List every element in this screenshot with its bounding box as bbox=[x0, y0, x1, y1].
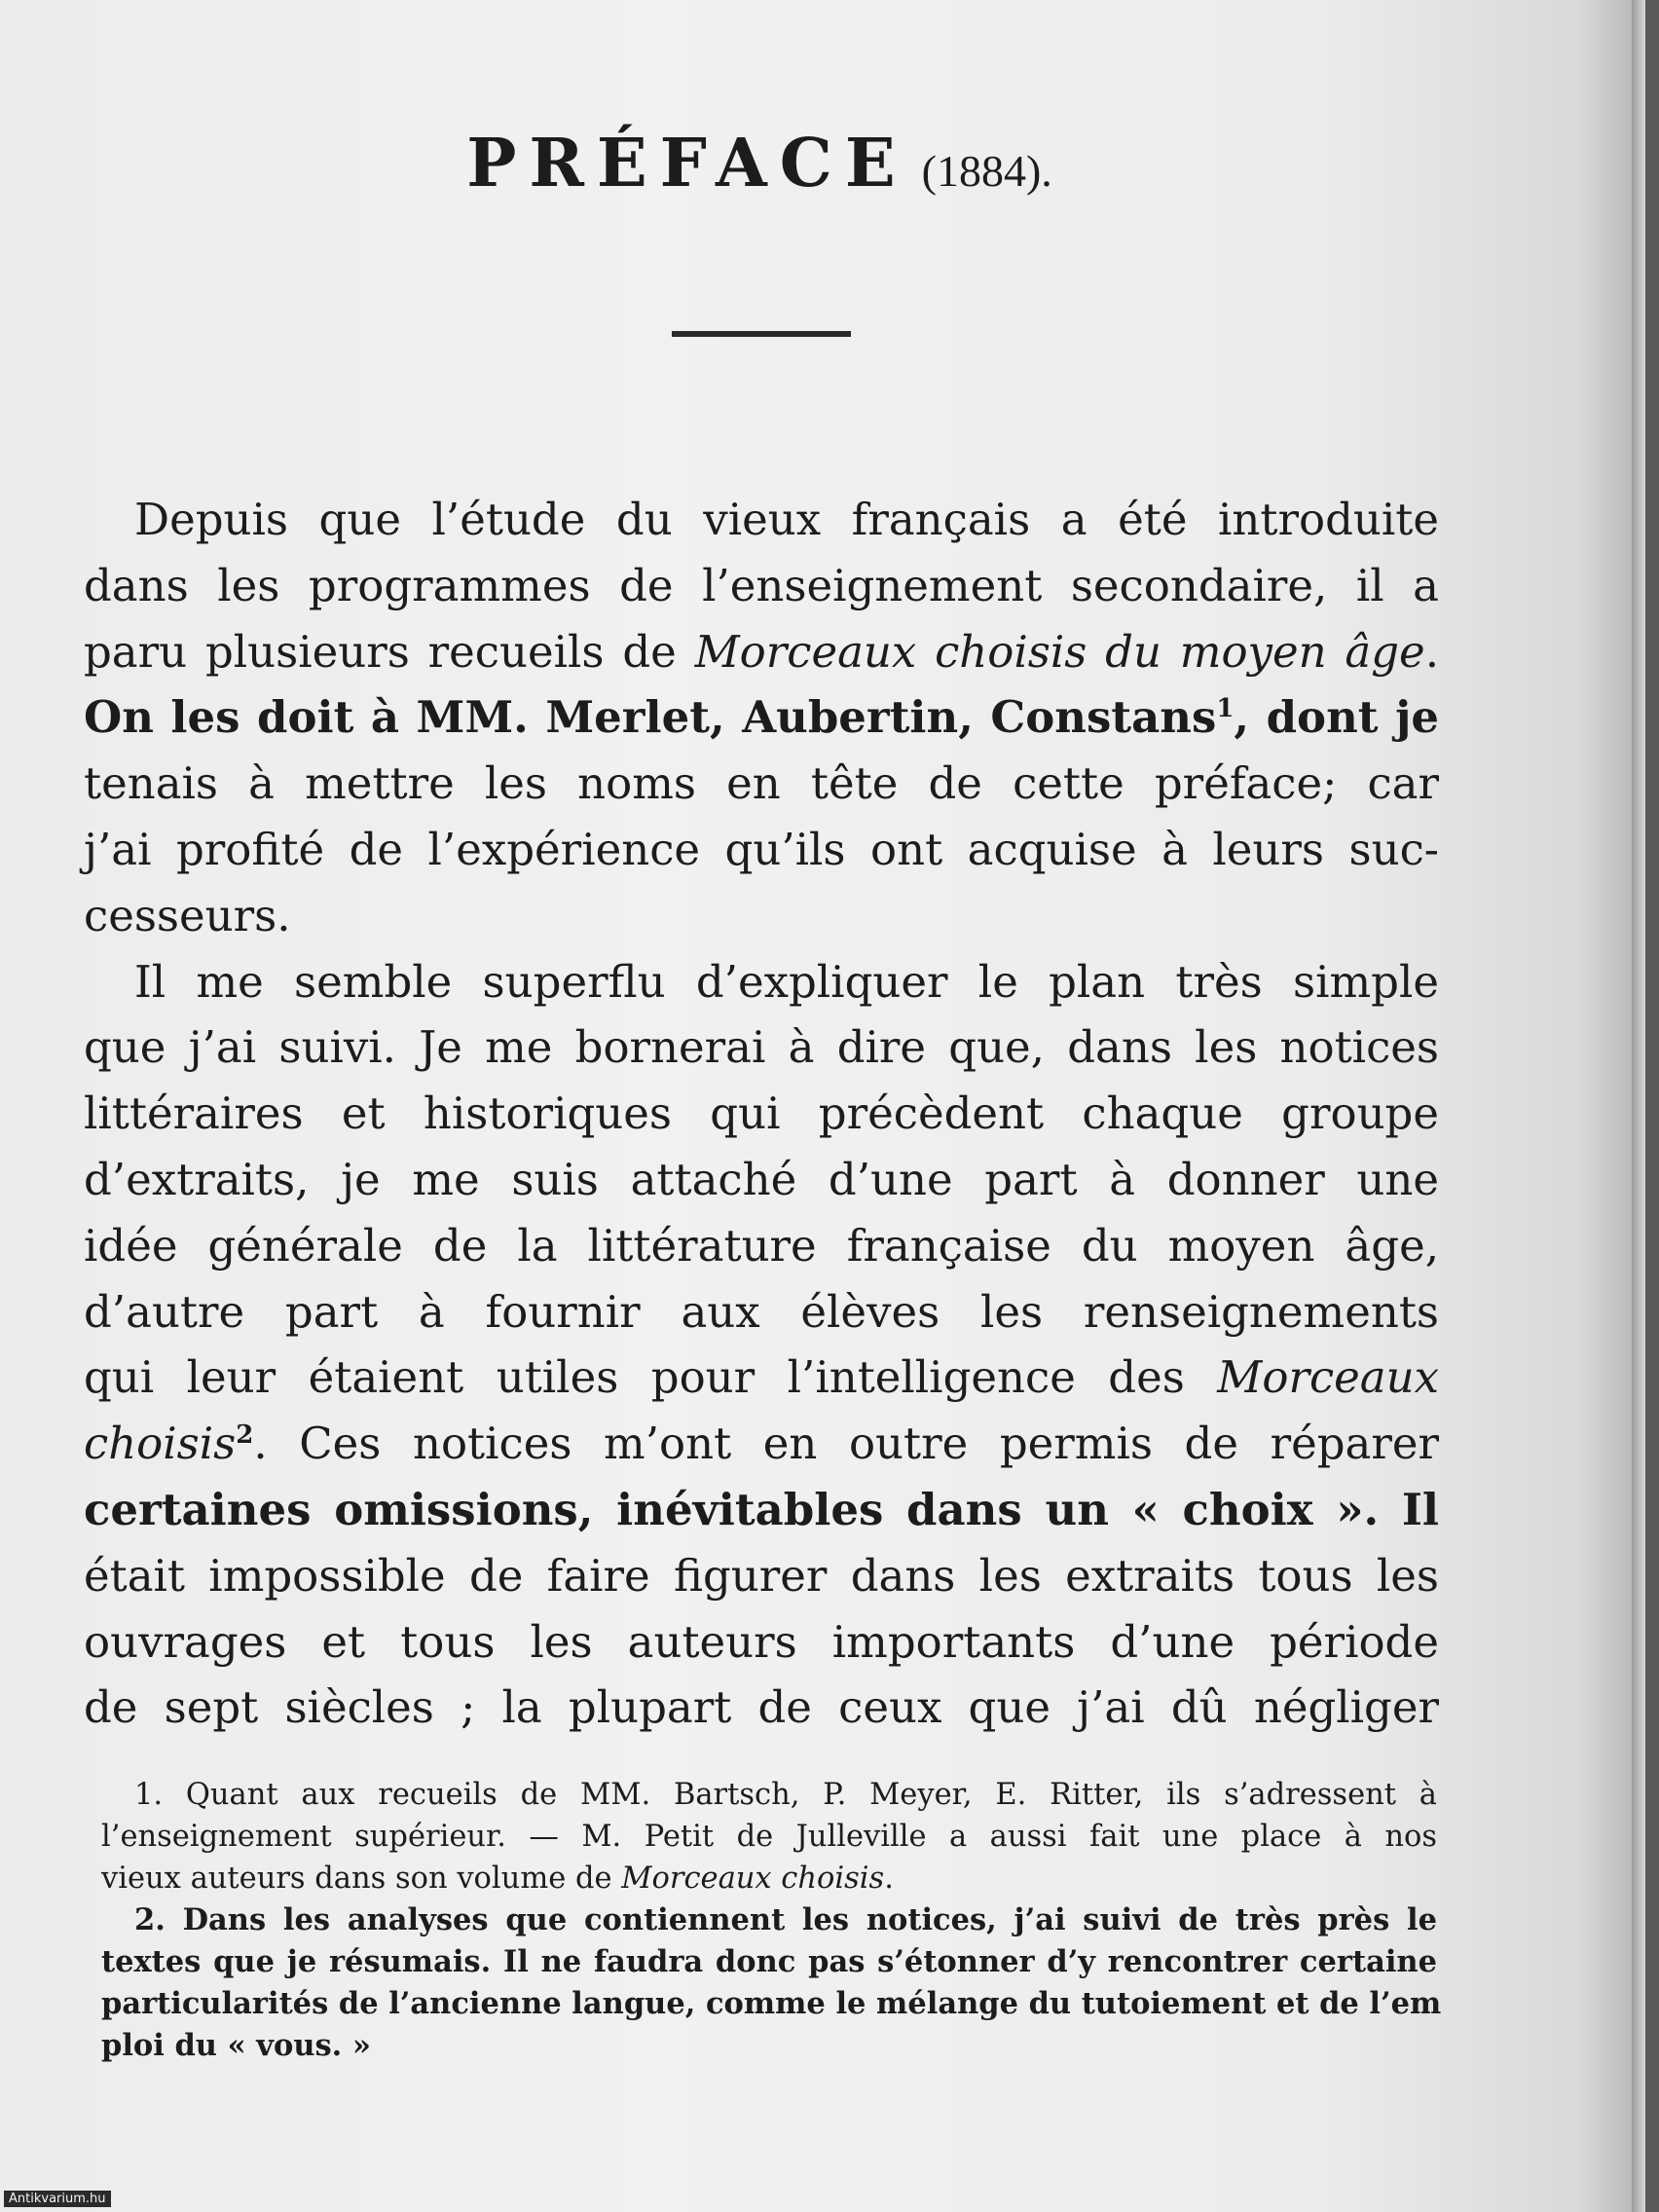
text-line: de sept siècles ; la plupart de ceux que j’ai dû négliger bbox=[84, 1681, 1439, 1734]
footnote-line: 1. Quant aux recueils de MM. Bartsch, P. Meyer, E. Ritter, ils s’adressent à bbox=[134, 1778, 1437, 1812]
text-run: vieux auteurs dans son volume de bbox=[101, 1862, 622, 1896]
text-line: idée générale de la littérature française du moyen âge, bbox=[84, 1219, 1439, 1272]
text-run: . Ces notices m’ont en outre permis de réparer bbox=[253, 1418, 1439, 1470]
footnote-line: 2. Dans les analyses que contiennent les notices, j’ai suivi de très près le bbox=[134, 1902, 1437, 1937]
text-line: Depuis que l’étude du vieux français a été introduite bbox=[134, 494, 1439, 545]
footnote-line: textes que je résumais. Il ne faudra donc pas s’étonner d’y rencontrer certaine bbox=[101, 1944, 1437, 1979]
page-edge-shadow bbox=[1632, 0, 1645, 2212]
footnote-line: particularités de l’ancienne langue, comme le mélange du tutoiement et de l’em bbox=[101, 1986, 1442, 2021]
text-line: d’autre part à fournir aux élèves les renseignements bbox=[84, 1285, 1439, 1338]
text-line: tenais à mettre les noms en tête de cette préface; car bbox=[84, 757, 1439, 810]
italic-title: Morceaux bbox=[1217, 1351, 1439, 1404]
text-line bbox=[84, 684, 1439, 751]
text-line: certaines omissions, inévitables dans un « choix ». Il bbox=[84, 1483, 1439, 1535]
page-heading bbox=[0, 125, 1519, 203]
text-line bbox=[84, 1411, 1439, 1477]
footnote-line: ploi du « vous. » bbox=[101, 2028, 371, 2063]
text-line bbox=[84, 619, 1439, 685]
text-line: j’ai profité de l’expérience qu’ils ont acquise à leurs suc- bbox=[84, 823, 1439, 875]
heading-title: PRÉFACE bbox=[466, 125, 908, 203]
footnote-ref-2: 2 bbox=[236, 1420, 254, 1451]
text-run: qui leur étaient utiles pour l’intelligence des bbox=[84, 1351, 1218, 1404]
italic-title: Morceaux choisis du moyen âge bbox=[694, 625, 1425, 678]
footnote-ref-1: 1 bbox=[1216, 694, 1235, 724]
text-line: d’extraits, je me suis attaché d’une part à donner une bbox=[84, 1153, 1439, 1205]
text-line: dans les programmes de l’enseignement secondaire, il a bbox=[84, 559, 1439, 611]
watermark-label: Antikvarium.hu bbox=[4, 2191, 111, 2207]
heading-divider-rule bbox=[672, 331, 851, 337]
text-line: littéraires et historiques qui précèdent chaque groupe bbox=[84, 1088, 1439, 1140]
text-run: paru plusieurs recueils de bbox=[84, 625, 695, 678]
preface-body bbox=[84, 487, 1439, 1741]
italic-title: Morceaux choisis bbox=[621, 1862, 885, 1896]
footnote-line bbox=[101, 1858, 1437, 1899]
text-line: que j’ai suivi. Je me bornerai à dire que, dans les notices bbox=[84, 1021, 1439, 1074]
text-run: , dont je bbox=[1234, 691, 1439, 744]
text-line: cesseurs. bbox=[84, 889, 291, 941]
footnote-line: l’enseignement supérieur. — M. Petit de Julleville a aussi fait une place à nos bbox=[101, 1820, 1437, 1854]
footnote-1 bbox=[101, 1774, 1437, 1899]
footnotes bbox=[101, 1774, 1442, 2067]
text-run: . bbox=[884, 1862, 894, 1896]
paragraph-1 bbox=[84, 487, 1439, 949]
italic-title: choisis bbox=[84, 1418, 237, 1470]
text-line: était impossible de faire figurer dans les extraits tous les bbox=[84, 1549, 1439, 1602]
text-line: Il me semble superflu d’expliquer le plan très simple bbox=[134, 955, 1439, 1008]
heading-year: (1884). bbox=[921, 146, 1052, 196]
text-line: ouvrages et tous les auteurs importants d’une période bbox=[84, 1615, 1439, 1668]
footnote-2 bbox=[101, 1899, 1442, 2067]
text-line bbox=[84, 1345, 1439, 1411]
paragraph-2 bbox=[84, 949, 1439, 1742]
text-run: On les doit à MM. Merlet, Aubertin, Constans bbox=[84, 691, 1217, 744]
text-run: . bbox=[1424, 625, 1439, 678]
